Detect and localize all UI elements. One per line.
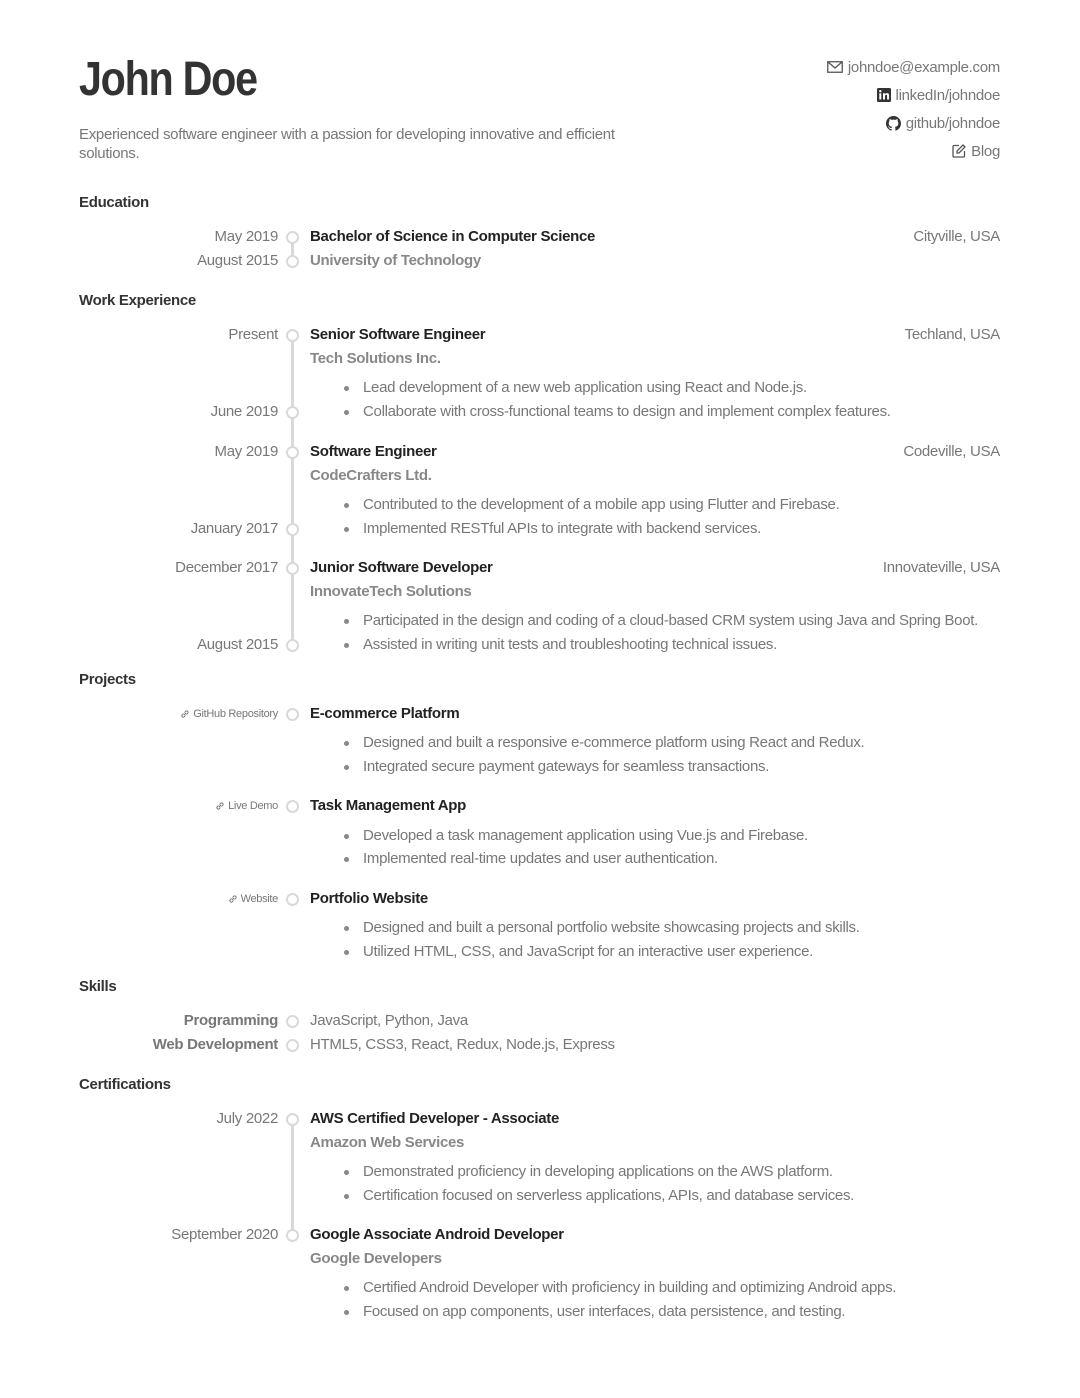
job-location: Codeville, USA	[903, 443, 1000, 460]
cert-issuer: Google Developers	[310, 1250, 442, 1267]
project-name: Portfolio Website	[310, 890, 428, 907]
job-start-date: June 2019	[210, 403, 278, 420]
section-title-work: Work Experience	[79, 292, 196, 309]
cert-name: Google Associate Android Developer	[310, 1226, 564, 1243]
job-company: Tech Solutions Inc.	[310, 350, 441, 367]
project-bullet: Designed and built a personal portfolio website showcasing projects and skills.	[344, 919, 860, 937]
linkedin-icon	[877, 88, 891, 102]
resume-name: John Doe	[79, 53, 257, 106]
skill-category: Web Development	[152, 1036, 278, 1053]
link-icon	[180, 709, 190, 719]
timeline-dot	[286, 231, 299, 244]
cert-bullet: Certification focused on serverless applications, APIs, and database services.	[344, 1187, 854, 1205]
project-name: Task Management App	[310, 797, 466, 814]
project-link[interactable]: Live Demo	[215, 797, 278, 815]
timeline-dot	[286, 523, 299, 536]
timeline-dot	[286, 639, 299, 652]
project-bullet: Implemented real-time updates and user authentication.	[344, 850, 718, 868]
timeline-dot	[286, 800, 299, 813]
timeline-dot	[286, 1039, 299, 1052]
job-company: InnovateTech Solutions	[310, 583, 472, 600]
job-role: Software Engineer	[310, 443, 437, 460]
project-bullet: Designed and built a responsive e-commerce platform using React and Redux.	[344, 734, 864, 752]
contact-github-label[interactable]: github/johndoe	[905, 114, 1000, 132]
project-link[interactable]: GitHub Repository	[180, 705, 278, 723]
education-degree: Bachelor of Science in Computer Science	[310, 228, 596, 245]
education-start-date: August 2015	[197, 252, 278, 269]
cert-bullet: Certified Android Developer with proficiency in building and optimizing Android apps.	[344, 1279, 896, 1297]
resume-summary: Experienced software engineer with a passion for developing innovative and efficient solutions.	[79, 126, 615, 162]
job-start-date: January 2017	[190, 520, 278, 537]
project-bullet: Utilized HTML, CSS, and JavaScript for an interactive user experience.	[344, 943, 813, 961]
job-location: Techland, USA	[904, 326, 1000, 343]
skill-category: Programming	[183, 1012, 278, 1029]
cert-bullet: Demonstrated proficiency in developing applications on the AWS platform.	[344, 1163, 833, 1181]
project-link[interactable]: Website	[228, 890, 278, 908]
education-location: Cityville, USA	[913, 228, 1000, 245]
link-icon	[228, 894, 238, 904]
cert-date: September 2020	[171, 1226, 278, 1243]
timeline-dot	[286, 708, 299, 721]
timeline-line	[291, 340, 294, 645]
timeline-dot	[286, 329, 299, 342]
contact-email[interactable]	[827, 53, 1000, 81]
github-icon	[886, 116, 901, 131]
timeline-dot	[286, 255, 299, 268]
timeline-dot	[286, 562, 299, 575]
section-title-projects: Projects	[79, 671, 136, 688]
link-icon	[215, 801, 225, 811]
project-bullet: Integrated secure payment gateways for seamless transactions.	[344, 758, 769, 776]
job-role: Junior Software Developer	[310, 559, 493, 576]
cert-issuer: Amazon Web Services	[310, 1134, 465, 1151]
job-end-date: Present	[228, 326, 278, 343]
section-title-skills: Skills	[79, 978, 117, 995]
section-title-certifications: Certifications	[79, 1076, 171, 1093]
timeline-dot	[286, 406, 299, 419]
contact-email-label[interactable]: johndoe@example.com	[847, 58, 1000, 76]
job-start-date: August 2015	[197, 636, 278, 653]
timeline-dot	[286, 1229, 299, 1242]
project-bullet: Developed a task management application using Vue.js and Firebase.	[344, 827, 808, 845]
job-bullet: Participated in the design and coding of a cloud-based CRM system using Java and Spring Boot.	[344, 612, 978, 630]
cert-name: AWS Certified Developer - Associate	[310, 1110, 560, 1127]
skill-values: JavaScript, Python, Java	[310, 1012, 468, 1029]
contact-list	[827, 53, 1000, 165]
contact-github[interactable]	[827, 109, 1000, 137]
timeline-dot	[286, 1113, 299, 1126]
job-company: CodeCrafters Ltd.	[310, 467, 432, 484]
job-location: Innovateville, USA	[882, 559, 1000, 576]
job-bullet: Implemented RESTful APIs to integrate with backend services.	[344, 520, 761, 538]
contact-blog[interactable]	[827, 137, 1000, 165]
job-bullet: Assisted in writing unit tests and troubleshooting technical issues.	[344, 636, 777, 654]
cert-bullet: Focused on app components, user interfaces, data persistence, and testing.	[344, 1303, 845, 1321]
job-end-date: December 2017	[175, 559, 278, 576]
contact-linkedin-label[interactable]: linkedIn/johndoe	[895, 86, 1000, 104]
education-school: University of Technology	[310, 252, 481, 269]
job-bullet: Lead development of a new web application using React and Node.js.	[344, 379, 807, 397]
timeline-line	[291, 1124, 294, 1236]
timeline-dot	[286, 893, 299, 906]
job-role: Senior Software Engineer	[310, 326, 486, 343]
job-bullet: Contributed to the development of a mobile app using Flutter and Firebase.	[344, 496, 839, 514]
job-end-date: May 2019	[214, 443, 278, 460]
timeline-dot	[286, 446, 299, 459]
cert-date: July 2022	[216, 1110, 278, 1127]
timeline-dot	[286, 1015, 299, 1028]
education-end-date: May 2019	[214, 228, 278, 245]
section-title-education: Education	[79, 194, 149, 211]
project-name: E-commerce Platform	[310, 705, 460, 722]
contact-blog-label[interactable]: Blog	[971, 142, 1000, 160]
mail-icon	[827, 61, 843, 73]
contact-linkedin[interactable]	[827, 81, 1000, 109]
skill-values: HTML5, CSS3, React, Redux, Node.js, Express	[310, 1036, 615, 1053]
edit-icon	[952, 144, 966, 158]
job-bullet: Collaborate with cross-functional teams to design and implement complex features.	[344, 403, 891, 421]
